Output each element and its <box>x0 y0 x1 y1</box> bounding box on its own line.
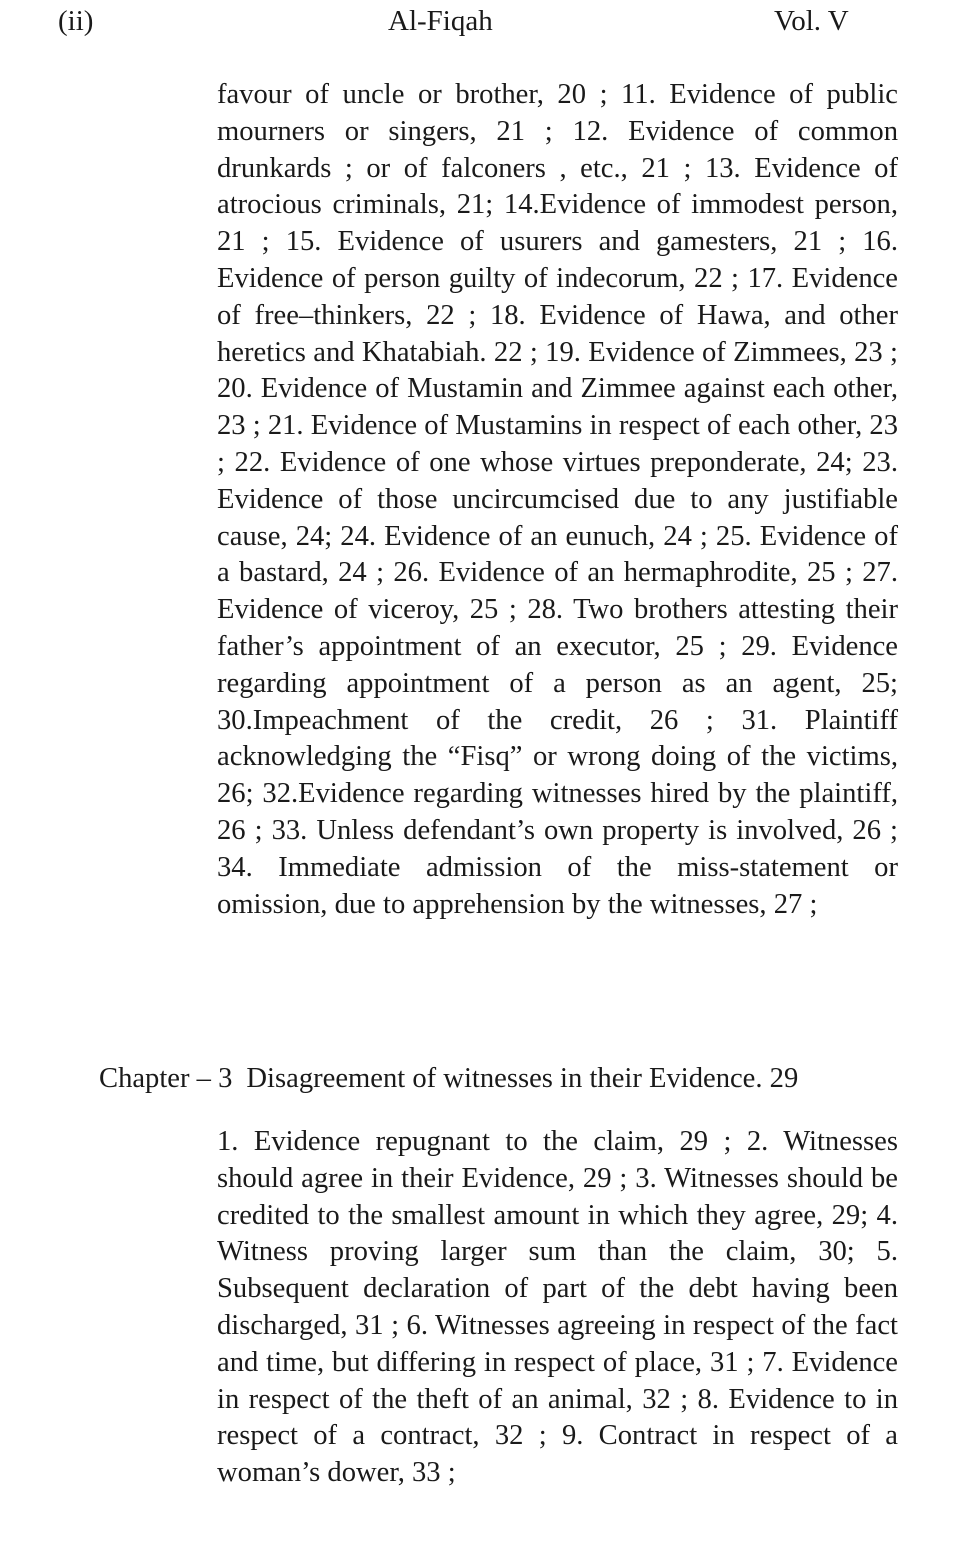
page-number: (ii) <box>58 5 94 37</box>
page-header <box>0 0 960 50</box>
chapter-number: Chapter – 3 <box>99 1063 233 1094</box>
chapter-title: Disagreement of witnesses in their Evidence. 29 <box>246 1063 799 1094</box>
book-title: Al-Fiqah <box>388 5 493 37</box>
volume-label: Vol. V <box>774 5 849 37</box>
chapter-heading <box>99 1061 919 1097</box>
contents-paragraph-2: 1. Evidence repugnant to the claim, 29 ; 2. Witnesses should agree in their Evidence, 29 ; 3. Witnesses should be credited to the smallest amount in which they agree, 29; 4. Witness proving larger sum than the claim, 30; 5. Subsequent declaration of part of the debt having been discharged, 31 ; 6. Witnesses agreeing in respect of the fact and time, but differing in respect of place, 31 ; 7. Evidence in respect of the theft of an animal, 32 ; 8. Evidence to in respect of a contract, 32 ; 9. Contract in respect of a woman’s dower, 33 ; <box>217 1126 898 1489</box>
contents-paragraph-1: favour of uncle or brother, 20 ; 11. Evidence of public mourners or singers, 21 ; 12. Evidence of common drunkards ; or of falconers , etc., 21 ; 13. Evidence of atrocious criminals, 21; 14.Evidence of immodest person, 21 ; 15. Evidence of usurers and gamesters, 21 ; 16. Evidence of person guilty of indecorum, 22 ; 17. Evidence of free–thinkers, 22 ; 18. Evidence of Hawa, and other heretics and Khatabiah. 22 ; 19. Evidence of Zimmees, 23 ; 20. Evidence of Mustamin and Zimmee against each other, 23 ; 21. Evidence of Mustamins in respect of each other, 23 ; 22. Evidence of one whose virtues preponderate, 24; 23. Evidence of those uncircumcised due to any justifiable cause, 24; 24. Evidence of an eunuch, 24 ; 25. Evidence of a bastard, 24 ; 26. Evidence of an hermaphrodite, 25 ; 27. Evidence of viceroy, 25 ; 28. Two brothers attesting their father’s appointment of an executor, 25 ; 29. Evidence regarding appointment of a person as an agent, 25; 30.Impeachment of the credit, 26 ; 31. Plaintiff acknowledging the “Fisq” or wrong doing of the victims, 26; 32.Evidence regarding witnesses hired by the plaintiff, 26 ; 33. Unless defendant’s own property is involved, 26 ; 34. Immediate admission of the miss-statement or omission, due to apprehension by the witnesses, 27 ; <box>217 79 898 920</box>
